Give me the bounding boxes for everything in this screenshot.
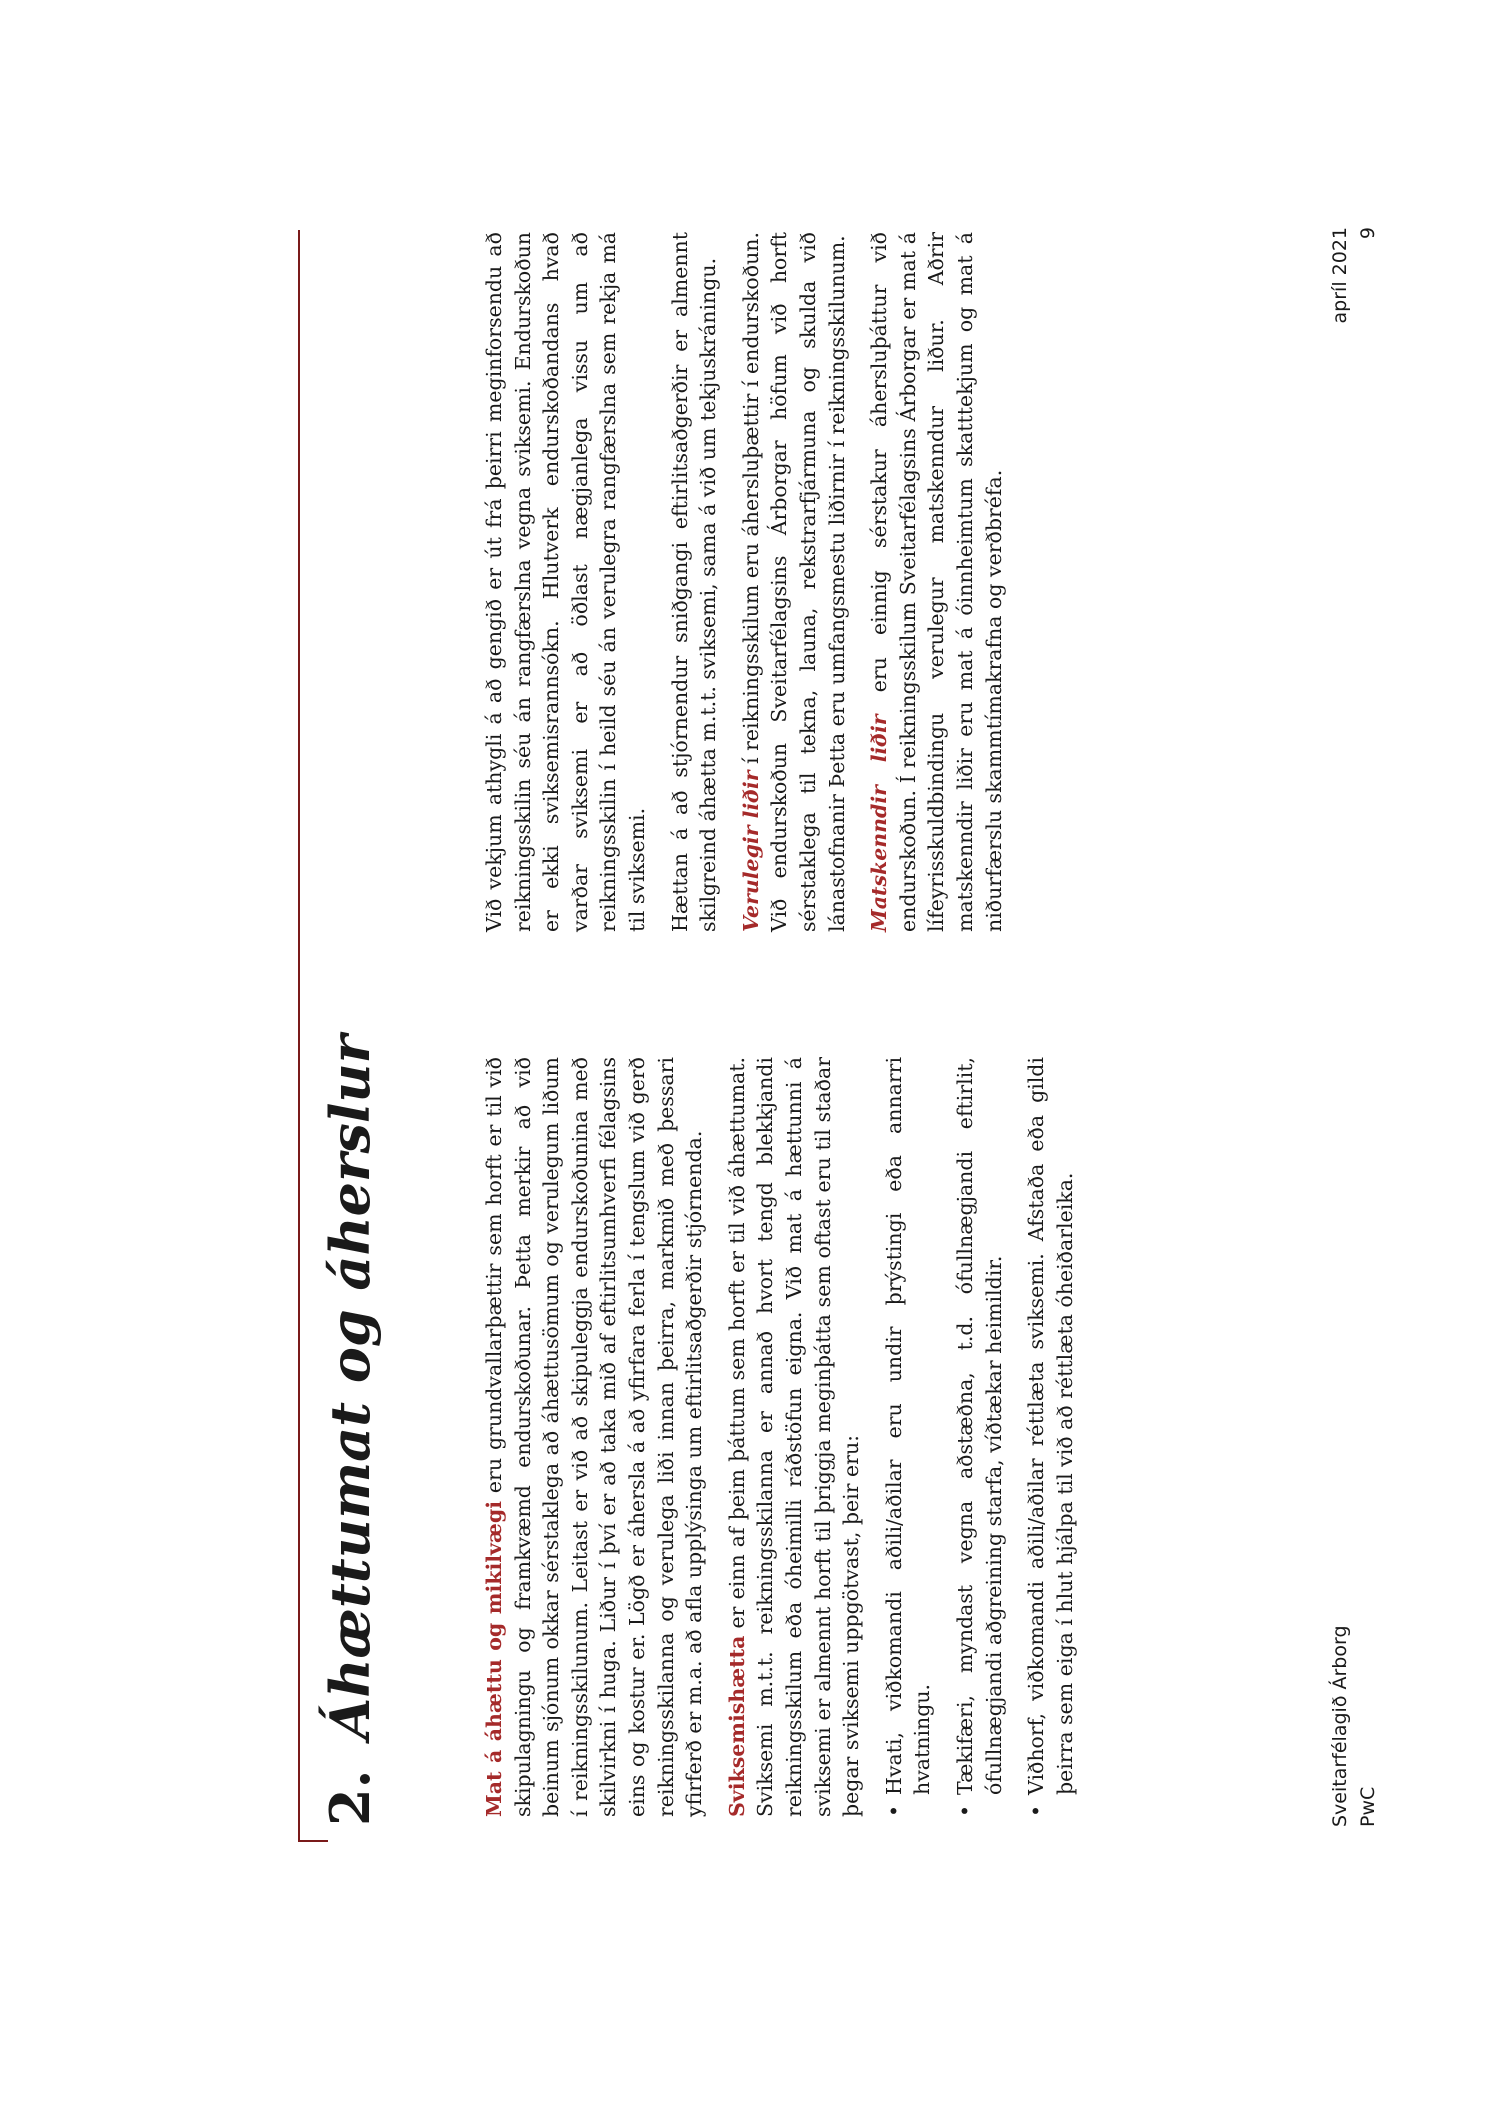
footer-right xyxy=(1326,227,1382,327)
bullet-item-attitude xyxy=(1022,1057,1079,1817)
paragraph-significant-items xyxy=(737,232,851,932)
bullet-item-opportunity xyxy=(951,1057,1008,1817)
header-rule-tick xyxy=(298,1840,328,1842)
paragraph-assumption: Við vekjum athygli á að gengið er út frá þeirri meginforsendu að reikningsskilin séu án rangfærslna vegna sviksemi. Endurskoðun er ekki sviksemisrannsókn. Hlutverk endurskoðandans hvað varðar sviksemi er að öðlast nægjanlega vissu um að reikningsskilin í heild séu án verulegra rangfærslna sem rekja má til sviksemi. xyxy=(482,232,649,932)
bullet-text: Hvati, viðkomandi aðili/aðilar eru undir þrýstingi eða annarri hvatningu. xyxy=(881,1057,935,1795)
section-number: 2. xyxy=(318,1769,382,1826)
paragraph-risk-assessment xyxy=(480,1057,709,1817)
lead-risk-materiality: Mat á áhættu og mikilvægi xyxy=(482,1500,506,1817)
lead-estimates: Matskenndir liðir xyxy=(867,714,892,932)
right-column xyxy=(480,232,1022,932)
section-title xyxy=(318,1035,382,1826)
footer-firm: PwC xyxy=(1357,1786,1379,1827)
bullet-item-incentive xyxy=(880,1057,937,1817)
bullet-icon: • xyxy=(952,1804,977,1817)
paragraph-text: eru einnig sérstakur áhersluþáttur við endurskoðun. Í reikningsskilum Sveitarfélagsins Árborgar er mat á lífeyrisskuldbindingu verulegur matskenndur liður. Aðrir matskenndir liðir eru mat á óinnheimtum skatttekjum og mat á niðurfærslu skammtímakrafna og verðbréfa. xyxy=(867,231,1006,932)
paragraph-fraud-risk xyxy=(723,1057,866,1817)
paragraph-estimates xyxy=(865,232,1008,932)
bullet-text: Tækifæri, myndast vegna aðstæðna, t.d. ófullnægjandi eftirlit, ófullnægjandi aðgreining starfa, víðtækar heimildir. xyxy=(952,1057,1006,1795)
page-number: 9 xyxy=(1357,227,1379,240)
lead-significant-items: Verulegir liðir xyxy=(738,770,763,932)
left-column xyxy=(480,1057,1093,1817)
paragraph-text: eru grundvallarþættir sem horft er til við skipulagningu og framkvæmd endurskoðunar. Þetta merkir að við beinum sjónum okkar sérstaklega að áhættusömum og verulegum liðum í reikningsskilunum. Leitast er við að skipuleggja endurskoðunina með skilvirkni í huga. Liður í því er að taka mið af eftirlitsumhverfi félagsins eins og kostur er. Lögð er áhersla á að yfirfara ferla í tengslum við gerð reikningsskilanna og verulega liði innan þeirra, markmið með þessari yfirferð er m.a. að afla upplýsinga um eftirlitsaðgerðir stjórnenda. xyxy=(482,1057,707,1817)
footer-date: apríl 2021 xyxy=(1329,227,1351,324)
footer-organization: Sveitarfélagið Árborg xyxy=(1329,1625,1351,1827)
bullet-icon: • xyxy=(1024,1804,1049,1817)
bullet-text: Viðhorf, viðkomandi aðili/aðilar réttlæta sviksemi. Afstaða eða gildi þeirra sem eiga í hlut hjálpa til við að réttlæta óheiðarleika. xyxy=(1024,1057,1077,1795)
section-title-text: Áhættumat og áherslur xyxy=(318,1034,382,1740)
bullet-icon: • xyxy=(881,1804,906,1817)
header-rule xyxy=(298,230,300,1842)
paragraph-management-override: Hættan á að stjórnendur sniðgangi eftirlitsaðgerðir er almennt skilgreind áhætta m.t.t. sviksemi, sama á við um tekjuskráningu. xyxy=(667,232,721,932)
lead-fraud-risk: Sviksemishætta xyxy=(724,1635,749,1817)
paragraph-text: í reikningsskilum eru áhersluþættir í endurskoðun. Við endurskoðun Sveitarfélagsins Árborgar höfum við horft sérstaklega til tekna, launa, rekstrarfjármuna og skulda við lánastofnanir Þetta eru umfangsmestu liðirnir í reikningsskilunum. xyxy=(738,232,849,932)
paragraph-text: er einn af þeim þáttum sem horft er til við áhættumat. Sviksemi m.t.t. reikningsskilanna er annað hvort tengd blekkjandi reikningsskilum eða óheimilli ráðstöfun eigna. Við mat á hættunni á sviksemi er almennt horft til þriggja meginþátta sem oftast eru til staðar þegar sviksemi uppgötvast, þeir eru: xyxy=(724,1057,864,1817)
footer-left xyxy=(1326,1625,1382,1827)
